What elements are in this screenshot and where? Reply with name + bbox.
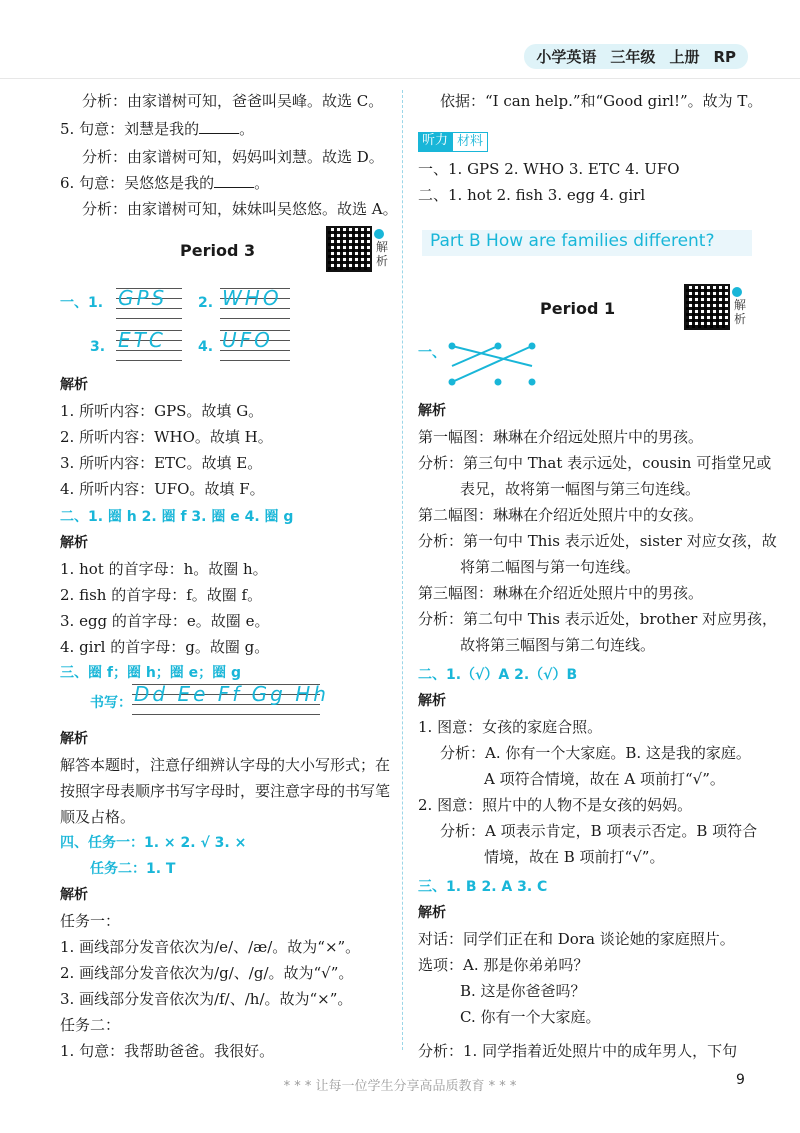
text-line: B. 这是你爸爸吗？ <box>460 982 586 1000</box>
analysis-heading: 解析 <box>418 905 446 921</box>
text-line: 任务一： <box>60 912 121 930</box>
period-title: Period 3 <box>180 241 256 260</box>
item-4-label: 4. <box>198 339 214 355</box>
writing-label: 书写： <box>90 695 132 711</box>
handwritten-answer: UFO <box>222 328 273 352</box>
section-3-answer: 三、1. B 2. A 3. C <box>418 879 548 895</box>
tag-listening: 听力 <box>418 132 452 152</box>
text-line: 分析：第二句中 This 表示近处，brother 对应男孩， <box>418 610 778 628</box>
question-text: 6. 句意：吴悠悠是我的 <box>60 174 215 192</box>
question-end: 。 <box>239 120 255 138</box>
text-line: 1. 句意：我帮助爸爸。我很好。 <box>60 1042 275 1060</box>
writing-line <box>132 714 320 715</box>
item-2-label: 2. <box>198 295 214 311</box>
handwritten-answer: ETC <box>118 328 166 352</box>
text-line: 顺及占格。 <box>60 808 136 826</box>
question-5 <box>60 118 254 140</box>
listening-answer-2: 二、1. hot 2. fish 3. egg 4. girl <box>418 186 646 204</box>
section-4-answer: 四、任务一：1. × 2. √ 3. × <box>60 835 247 851</box>
text-line: 1. hot 的首字母：h。故圈 h。 <box>60 560 268 578</box>
analysis-heading: 解析 <box>60 887 88 903</box>
answer-blank <box>214 173 254 188</box>
text-line: 选项：A. 那是你弟弟吗？ <box>418 956 589 974</box>
handwritten-answer: WHO <box>222 286 282 310</box>
listening-answer-1: 一、1. GPS 2. WHO 3. ETC 4. UFO <box>418 160 680 178</box>
text-line: 将第二幅图与第一句连线。 <box>460 558 641 576</box>
text-line: 1. 画线部分发音依次为/e/、/æ/。故为“×”。 <box>60 938 361 956</box>
section-1-label: 一、1. <box>60 295 104 311</box>
section-2-answer: 二、1.（√）A 2.（√）B <box>418 667 578 683</box>
text-line: 1. 所听内容：GPS。故填 G。 <box>60 402 264 420</box>
text-line: C. 你有一个大家庭。 <box>460 1008 601 1026</box>
handwritten-answer: GPS <box>118 286 168 310</box>
question-text: 5. 句意：刘慧是我的 <box>60 120 200 138</box>
text-line: 分析：由家谱树可知，妈妈叫刘慧。故选 D。 <box>82 148 384 166</box>
period-title: Period 1 <box>540 299 616 318</box>
text-line: 分析：由家谱树可知，妹妹叫吴悠悠。故选 A。 <box>82 200 398 218</box>
section-3-answer: 三、圈 f；圈 h；圈 e；圈 g <box>60 665 242 681</box>
tag-material: 材料 <box>452 132 488 152</box>
text-line: 4. 所听内容：UFO。故填 F。 <box>60 480 265 498</box>
text-line: 第二幅图：琳琳在介绍近处照片中的女孩。 <box>418 506 704 524</box>
section-4-task2: 任务二：1. T <box>90 861 176 877</box>
analysis-heading: 解析 <box>60 535 88 551</box>
analysis-heading: 解析 <box>418 403 446 419</box>
text-line: 3. egg 的首字母：e。故圈 e。 <box>60 612 270 630</box>
writing-line <box>220 318 290 319</box>
text-line: 3. 所听内容：ETC。故填 E。 <box>60 454 263 472</box>
listening-material-tag <box>418 132 488 152</box>
text-line: 2. 所听内容：WHO。故填 H。 <box>60 428 273 446</box>
answer-blank <box>199 119 239 134</box>
qr-label: 解析 <box>734 298 747 326</box>
text-line: 2. 图意：照片中的人物不是女孩的妈妈。 <box>418 796 693 814</box>
text-line: 第三幅图：琳琳在介绍近处照片中的男孩。 <box>418 584 704 602</box>
text-line: 任务二： <box>60 1016 121 1034</box>
section-1-label: 一、 <box>418 345 446 361</box>
text-line: 3. 画线部分发音依次为/f/、/h/。故为“×”。 <box>60 990 353 1008</box>
text-line: 分析：第一句中 This 表示近处，sister 对应女孩，故 <box>418 532 777 550</box>
text-line: 2. fish 的首字母：f。故圈 f。 <box>60 586 263 604</box>
question-end: 。 <box>254 174 270 192</box>
writing-line <box>116 318 182 319</box>
header-subject: 小学英语 <box>536 48 597 66</box>
text-line: 分析：1. 同学指着近处照片中的成年男人，下句 <box>418 1042 738 1060</box>
header-bar <box>524 44 748 69</box>
text-line: 2. 画线部分发音依次为/g/、/g/。故为“√”。 <box>60 964 354 982</box>
handwritten-letters: Dd Ee Ff Gg Hh <box>134 682 329 706</box>
text-line: 分析：A 项表示肯定，B 项表示否定。B 项符合 <box>440 822 758 840</box>
writing-line <box>116 360 182 361</box>
text-line: 对话：同学们正在和 Dora 谈论她的家庭照片。 <box>418 930 735 948</box>
matching-diagram <box>449 343 536 386</box>
header-edition: RP <box>713 47 736 66</box>
play-icon <box>374 229 384 239</box>
item-3-label: 3. <box>90 339 106 355</box>
text-line: 按照字母表顺序书写字母时，要注意字母的书写笔 <box>60 782 391 800</box>
part-b-title: Part B How are families different? <box>430 231 715 251</box>
text-line: 依据：“I can help.”和“Good girl!”。故为 T。 <box>440 92 763 110</box>
question-6 <box>60 172 269 194</box>
section-2-answer: 二、1. 圈 h 2. 圈 f 3. 圈 e 4. 圈 g <box>60 509 294 525</box>
analysis-heading: 解析 <box>60 731 88 747</box>
text-line: 故将第三幅图与第二句连线。 <box>460 636 656 654</box>
header-grade: 三年级 <box>610 48 656 66</box>
text-line: 分析：第三句中 That 表示远处，cousin 可指堂兄或 <box>418 454 772 472</box>
text-line: 解答本题时，注意仔细辨认字母的大小写形式；在 <box>60 756 391 774</box>
text-line: 分析：由家谱树可知，爸爸叫吴峰。故选 C。 <box>82 92 384 110</box>
play-icon <box>732 287 742 297</box>
page-number: 9 <box>736 1072 745 1088</box>
text-line: 情境，故在 B 项前打“√”。 <box>484 848 665 866</box>
matching-lines <box>446 338 546 388</box>
qr-code-icon[interactable] <box>326 226 372 272</box>
part-b-banner <box>422 230 752 256</box>
header-divider <box>0 78 800 79</box>
qr-label: 解析 <box>376 240 389 268</box>
text-line: 第一幅图：琳琳在介绍远处照片中的男孩。 <box>418 428 704 446</box>
text-line: 表兄，故将第一幅图与第三句连线。 <box>460 480 701 498</box>
qr-code-icon[interactable] <box>684 284 730 330</box>
analysis-heading: 解析 <box>60 377 88 393</box>
text-line: A 项符合情境，故在 A 项前打“√”。 <box>484 770 725 788</box>
text-line: 4. girl 的首字母：g。故圈 g。 <box>60 638 270 656</box>
analysis-heading: 解析 <box>418 693 446 709</box>
text-line: 1. 图意：女孩的家庭合照。 <box>418 718 603 736</box>
text-line: 分析：A. 你有一个大家庭。B. 这是我的家庭。 <box>440 744 751 762</box>
footer-slogan: * * * 让每一位学生分享高品质教育 * * * <box>283 1079 517 1094</box>
header-volume: 上册 <box>669 48 700 66</box>
writing-line <box>220 360 290 361</box>
column-divider <box>402 90 403 1050</box>
